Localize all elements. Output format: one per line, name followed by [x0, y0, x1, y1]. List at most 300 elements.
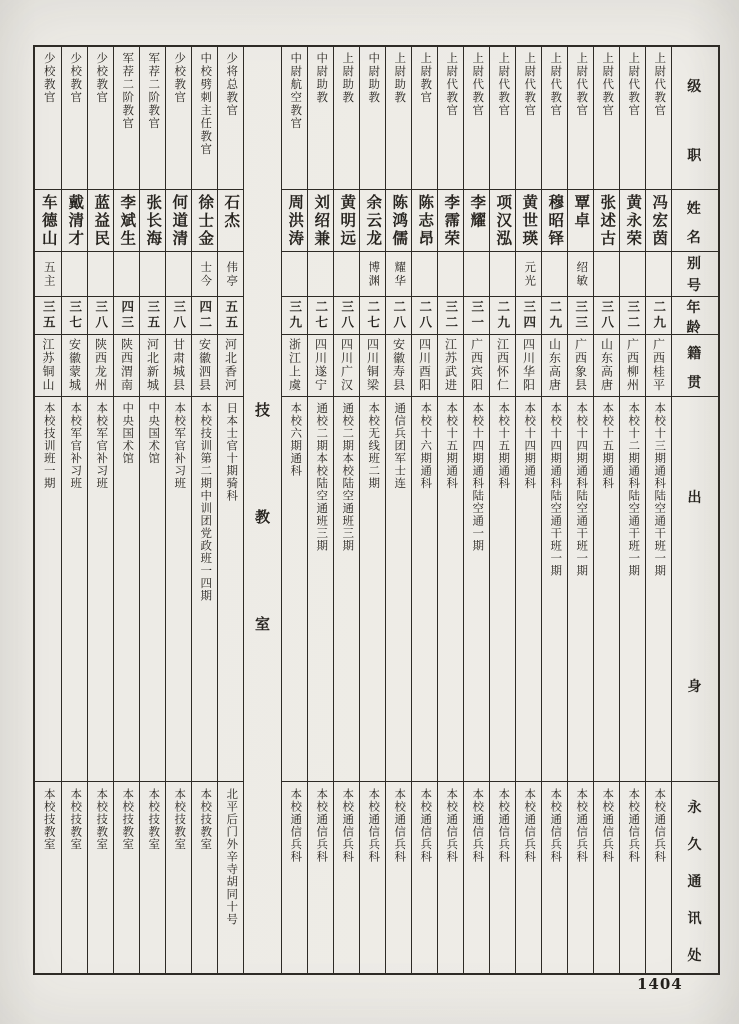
value-native_place: 陕西龙州: [93, 338, 108, 392]
value-name: 何道清: [170, 194, 188, 248]
cell-name: [594, 190, 619, 252]
value-name: 穆昭铎: [546, 194, 564, 248]
cell-background: [412, 397, 437, 782]
header-char: 通: [687, 874, 703, 890]
value-age: 三八: [339, 300, 354, 331]
person-column: [333, 47, 359, 973]
value-native_place: 四川铜梁: [365, 338, 380, 392]
header-char: 籍: [687, 346, 703, 362]
person-column: [515, 47, 541, 973]
cell-age: [140, 297, 165, 335]
value-rank: 中尉助教: [315, 52, 328, 104]
header-label-rank: [672, 47, 718, 190]
value-name: 石杰: [222, 194, 240, 230]
cell-background: [282, 397, 307, 782]
cell-rank: [360, 47, 385, 190]
person-column: [191, 47, 217, 973]
value-contact: 本校通信兵科: [445, 788, 458, 863]
cell-background: [308, 397, 333, 782]
cell-rank: [594, 47, 619, 190]
value-age: 三三: [573, 300, 588, 331]
cell-contact: [62, 782, 87, 973]
header-char: 名: [686, 230, 704, 246]
cell-contact: [438, 782, 463, 973]
cell-rank: [334, 47, 359, 190]
value-background: 本校无线班二期: [367, 402, 380, 490]
value-contact: 本校技教室: [199, 788, 212, 851]
value-name: 余云龙: [364, 194, 382, 248]
cell-name: [412, 190, 437, 252]
value-background: 通信兵团军士连: [393, 402, 406, 490]
cell-age: [334, 297, 359, 335]
cell-contact: [88, 782, 113, 973]
value-rank: 上尉代教官: [523, 52, 536, 117]
person-column: [463, 47, 489, 973]
value-native_place: 四川遂宁: [313, 338, 328, 392]
person-column: [217, 47, 243, 973]
cell-background: [386, 397, 411, 782]
value-name: 覃卓: [572, 194, 590, 230]
cell-background: [542, 397, 567, 782]
cell-age: [438, 297, 463, 335]
value-contact: 本校通信兵科: [341, 788, 354, 863]
cell-alias: [412, 252, 437, 297]
cell-rank: [464, 47, 489, 190]
cell-rank: [438, 47, 463, 190]
cell-rank: [490, 47, 515, 190]
cell-age: [464, 297, 489, 335]
cell-name: [308, 190, 333, 252]
cell-contact: [490, 782, 515, 973]
person-column: [113, 47, 139, 973]
value-native_place: 山东高唐: [547, 338, 562, 392]
value-native_place: 四川酉阳: [417, 338, 432, 392]
header-char: 讯: [687, 911, 703, 927]
value-alias: 五主: [42, 260, 55, 288]
value-age: 二九: [651, 300, 666, 331]
value-name: 张述古: [598, 194, 616, 248]
value-name: 车德山: [39, 194, 57, 248]
cell-age: [646, 297, 671, 335]
value-rank: 军荐二阶教官: [147, 52, 160, 130]
value-background: 通校二期本校陆空通班三期: [341, 402, 354, 552]
value-contact: 本校技教室: [147, 788, 160, 851]
person-column: [61, 47, 87, 973]
header-char: 姓: [686, 202, 704, 218]
value-rank: 中校劈刺主任教官: [199, 52, 212, 156]
personnel-table: [33, 45, 720, 975]
cell-contact: [620, 782, 645, 973]
value-rank: 少校教官: [42, 52, 55, 104]
cell-native_place: [438, 335, 463, 397]
value-age: 二七: [313, 300, 328, 331]
cell-contact: [412, 782, 437, 973]
value-contact: 本校通信兵科: [523, 788, 536, 863]
value-age: 三八: [93, 300, 108, 331]
cell-age: [594, 297, 619, 335]
cell-alias: [464, 252, 489, 297]
value-contact: 本校通信兵科: [315, 788, 328, 863]
cell-rank: [192, 47, 217, 190]
cell-background: [218, 397, 243, 782]
cell-age: [490, 297, 515, 335]
cell-native_place: [62, 335, 87, 397]
cell-background: [114, 397, 139, 782]
value-name: 黄世瑛: [520, 194, 538, 248]
value-background: 本校十四期通科陆空通干班一期: [549, 402, 562, 577]
value-rank: 中尉航空教官: [289, 52, 302, 130]
cell-native_place: [490, 335, 515, 397]
value-rank: 上尉代教官: [445, 52, 458, 117]
header-char: 永: [687, 800, 703, 816]
value-name: 项汉泓: [494, 194, 512, 248]
value-native_place: 陕西渭南: [119, 338, 134, 392]
cell-native_place: [412, 335, 437, 397]
value-name: 冯宏茵: [650, 194, 668, 248]
value-age: 三七: [67, 300, 82, 331]
value-age: 二八: [391, 300, 406, 331]
person-column: [593, 47, 619, 973]
cell-rank: [166, 47, 191, 190]
cell-background: [360, 397, 385, 782]
header-char: 职: [687, 148, 703, 164]
cell-age: [568, 297, 593, 335]
value-background: 本校六期通科: [289, 402, 302, 477]
cell-contact: [464, 782, 489, 973]
value-background: 中央国术馆: [121, 402, 134, 465]
cell-native_place: [542, 335, 567, 397]
value-native_place: 河北香河: [223, 338, 238, 392]
cell-background: [490, 397, 515, 782]
value-native_place: 江苏武进: [443, 338, 458, 392]
cell-contact: [192, 782, 217, 973]
value-age: 五五: [223, 300, 238, 331]
cell-alias: [620, 252, 645, 297]
cell-native_place: [568, 335, 593, 397]
cell-background: [438, 397, 463, 782]
value-name: 李霈荣: [442, 194, 460, 248]
section-title-char: 室: [254, 617, 270, 633]
cell-background: [568, 397, 593, 782]
cell-name: [334, 190, 359, 252]
header-label-native: [672, 335, 718, 397]
value-alias: 伟亭: [225, 260, 238, 288]
cell-contact: [308, 782, 333, 973]
header-label-alias: [672, 252, 718, 297]
header-label-contact: [672, 782, 718, 973]
cell-contact: [166, 782, 191, 973]
value-contact: 本校技教室: [121, 788, 134, 851]
value-background: 本校十四期通科: [523, 402, 536, 490]
cell-alias: [166, 252, 191, 297]
cell-name: [360, 190, 385, 252]
value-rank: 上尉代教官: [627, 52, 640, 117]
section-divider-column: [243, 47, 281, 973]
cell-alias: [114, 252, 139, 297]
cell-background: [516, 397, 541, 782]
cell-rank: [35, 47, 61, 190]
value-rank: 上尉代教官: [575, 52, 588, 117]
cell-name: [35, 190, 61, 252]
person-column: [87, 47, 113, 973]
cell-native_place: [464, 335, 489, 397]
cell-age: [62, 297, 87, 335]
header-char: 龄: [686, 321, 704, 336]
person-column: [281, 47, 307, 973]
value-contact: 本校通信兵科: [575, 788, 588, 863]
value-background: 本校十五期通科: [601, 402, 614, 490]
value-contact: 本校通信兵科: [601, 788, 614, 863]
cell-rank: [646, 47, 671, 190]
value-background: 中央国术馆: [147, 402, 160, 465]
cell-age: [88, 297, 113, 335]
cell-name: [516, 190, 541, 252]
cell-alias: [218, 252, 243, 297]
person-column: [541, 47, 567, 973]
value-contact: 本校技教室: [42, 788, 55, 851]
cell-age: [620, 297, 645, 335]
cell-background: [166, 397, 191, 782]
person-column: [139, 47, 165, 973]
cell-contact: [35, 782, 61, 973]
value-age: 三二: [625, 300, 640, 331]
value-name: 李耀: [468, 194, 486, 230]
cell-alias: [35, 252, 61, 297]
cell-name: [166, 190, 191, 252]
value-background: 本校十四期通科陆空通干班一期: [575, 402, 588, 577]
value-age: 三四: [521, 300, 536, 331]
cell-age: [516, 297, 541, 335]
cell-alias: [438, 252, 463, 297]
cell-alias: [386, 252, 411, 297]
cell-rank: [114, 47, 139, 190]
cell-contact: [114, 782, 139, 973]
header-label-name: [672, 190, 718, 252]
cell-age: [360, 297, 385, 335]
header-label-age: [672, 297, 718, 335]
value-rank: 中尉助教: [367, 52, 380, 104]
cell-native_place: [360, 335, 385, 397]
cell-rank: [308, 47, 333, 190]
value-alias: 士今: [199, 260, 212, 288]
value-background: 日本士官十期骑科: [225, 402, 238, 502]
value-background: 本校十三期通科陆空通干班一期: [653, 402, 666, 577]
cell-alias: [308, 252, 333, 297]
cell-contact: [360, 782, 385, 973]
value-contact: 本校技教室: [173, 788, 186, 851]
header-char: 久: [687, 837, 703, 853]
value-contact: 本校通信兵科: [289, 788, 302, 863]
value-native_place: 广西桂平: [651, 338, 666, 392]
value-name: 张长海: [144, 194, 162, 248]
value-rank: 上尉代教官: [497, 52, 510, 117]
cell-name: [542, 190, 567, 252]
value-background: 本校十四期通科陆空通一期: [471, 402, 484, 552]
value-contact: 本校技教室: [69, 788, 82, 851]
value-contact: 本校通信兵科: [627, 788, 640, 863]
value-name: 黄明远: [338, 194, 356, 248]
value-age: 二八: [417, 300, 432, 331]
value-native_place: 甘肃城县: [171, 338, 186, 392]
value-contact: 本校通信兵科: [471, 788, 484, 863]
header-char: 身: [687, 680, 703, 696]
value-name: 黄永荣: [624, 194, 642, 248]
cell-contact: [646, 782, 671, 973]
cell-contact: [386, 782, 411, 973]
value-age: 二九: [495, 300, 510, 331]
cell-native_place: [166, 335, 191, 397]
value-native_place: 安徽寿县: [391, 338, 406, 392]
value-age: 三二: [443, 300, 458, 331]
header-char: 年: [686, 301, 704, 316]
cell-name: [192, 190, 217, 252]
value-name: 戴清才: [66, 194, 84, 248]
header-char: 号: [687, 279, 703, 294]
cell-native_place: [140, 335, 165, 397]
cell-rank: [282, 47, 307, 190]
cell-name: [490, 190, 515, 252]
cell-native_place: [88, 335, 113, 397]
value-age: 四三: [119, 300, 134, 331]
value-name: 李斌生: [118, 194, 136, 248]
value-contact: 本校通信兵科: [549, 788, 562, 863]
value-rank: 少校教官: [95, 52, 108, 104]
value-alias: 绍敏: [575, 260, 588, 288]
value-rank: 上尉助教: [341, 52, 354, 104]
cell-native_place: [308, 335, 333, 397]
person-column: [645, 47, 671, 973]
value-native_place: 江西怀仁: [495, 338, 510, 392]
header-char: 贯: [687, 375, 703, 391]
cell-age: [542, 297, 567, 335]
cell-age: [114, 297, 139, 335]
cell-background: [594, 397, 619, 782]
value-native_place: 四川广汉: [339, 338, 354, 392]
value-age: 二九: [547, 300, 562, 331]
section-title-char: 教: [254, 510, 270, 526]
cell-background: [646, 397, 671, 782]
value-age: 三五: [145, 300, 160, 331]
cell-name: [282, 190, 307, 252]
value-name: 陈志昂: [416, 194, 434, 248]
cell-rank: [568, 47, 593, 190]
cell-native_place: [646, 335, 671, 397]
cell-background: [334, 397, 359, 782]
cell-native_place: [218, 335, 243, 397]
cell-alias: [192, 252, 217, 297]
cell-rank: [62, 47, 87, 190]
cell-name: [646, 190, 671, 252]
value-background: 本校军官补习班: [173, 402, 186, 490]
header-column: [671, 47, 718, 973]
cell-contact: [282, 782, 307, 973]
value-rank: 上尉代教官: [601, 52, 614, 117]
cell-alias: [646, 252, 671, 297]
cell-contact: [594, 782, 619, 973]
cell-contact: [218, 782, 243, 973]
cell-alias: [594, 252, 619, 297]
value-alias: 元光: [523, 260, 536, 288]
value-rank: 少将总教官: [225, 52, 238, 117]
person-column: [567, 47, 593, 973]
cell-alias: [88, 252, 113, 297]
cell-name: [464, 190, 489, 252]
value-native_place: 广西象县: [573, 338, 588, 392]
cell-native_place: [114, 335, 139, 397]
value-rank: 少校教官: [173, 52, 186, 104]
cell-alias: [490, 252, 515, 297]
header-char: 出: [687, 490, 703, 506]
cell-background: [464, 397, 489, 782]
value-background: 通校二期本校陆空通班三期: [315, 402, 328, 552]
value-name: 周洪涛: [286, 194, 304, 248]
person-column: [411, 47, 437, 973]
cell-native_place: [516, 335, 541, 397]
header-char: 级: [687, 80, 703, 96]
value-background: 本校十五期通科: [497, 402, 510, 490]
value-age: 三九: [287, 300, 302, 331]
value-background: 本校十五期通科: [445, 402, 458, 490]
cell-name: [62, 190, 87, 252]
value-alias: 耀华: [393, 260, 406, 288]
cell-age: [192, 297, 217, 335]
value-rank: 上尉助教: [393, 52, 406, 104]
cell-name: [88, 190, 113, 252]
cell-alias: [140, 252, 165, 297]
person-column: [489, 47, 515, 973]
cell-native_place: [192, 335, 217, 397]
section-title-char: 技: [254, 403, 270, 419]
cell-contact: [334, 782, 359, 973]
cell-rank: [386, 47, 411, 190]
cell-age: [35, 297, 61, 335]
value-rank: 军荐二阶教官: [121, 52, 134, 130]
value-rank: 上尉教官: [419, 52, 432, 104]
cell-alias: [334, 252, 359, 297]
value-age: 三八: [171, 300, 186, 331]
value-native_place: 江苏铜山: [41, 338, 55, 392]
header-label-background: [672, 397, 718, 782]
cell-name: [438, 190, 463, 252]
value-rank: 上尉代教官: [549, 52, 562, 117]
value-native_place: 浙江上虞: [287, 338, 302, 392]
value-alias: 博渊: [367, 260, 380, 288]
value-native_place: 山东高唐: [599, 338, 614, 392]
cell-background: [62, 397, 87, 782]
value-native_place: 四川华阳: [521, 338, 536, 392]
page-number: 1404: [637, 975, 683, 993]
cell-native_place: [386, 335, 411, 397]
value-background: 本校技训第二期中训团党政班一四期: [199, 402, 212, 602]
cell-age: [282, 297, 307, 335]
value-name: 刘绍兼: [312, 194, 330, 248]
value-age: 二七: [365, 300, 380, 331]
cell-alias: [568, 252, 593, 297]
value-native_place: 广西柳州: [625, 338, 640, 392]
value-contact: 本校技教室: [95, 788, 108, 851]
value-rank: 上尉代教官: [653, 52, 666, 117]
person-column: [165, 47, 191, 973]
header-char: 别: [687, 257, 703, 272]
person-column: [359, 47, 385, 973]
cell-background: [140, 397, 165, 782]
cell-native_place: [594, 335, 619, 397]
value-rank: 少校教官: [69, 52, 82, 104]
cell-age: [308, 297, 333, 335]
cell-name: [114, 190, 139, 252]
cell-rank: [542, 47, 567, 190]
cell-background: [35, 397, 61, 782]
